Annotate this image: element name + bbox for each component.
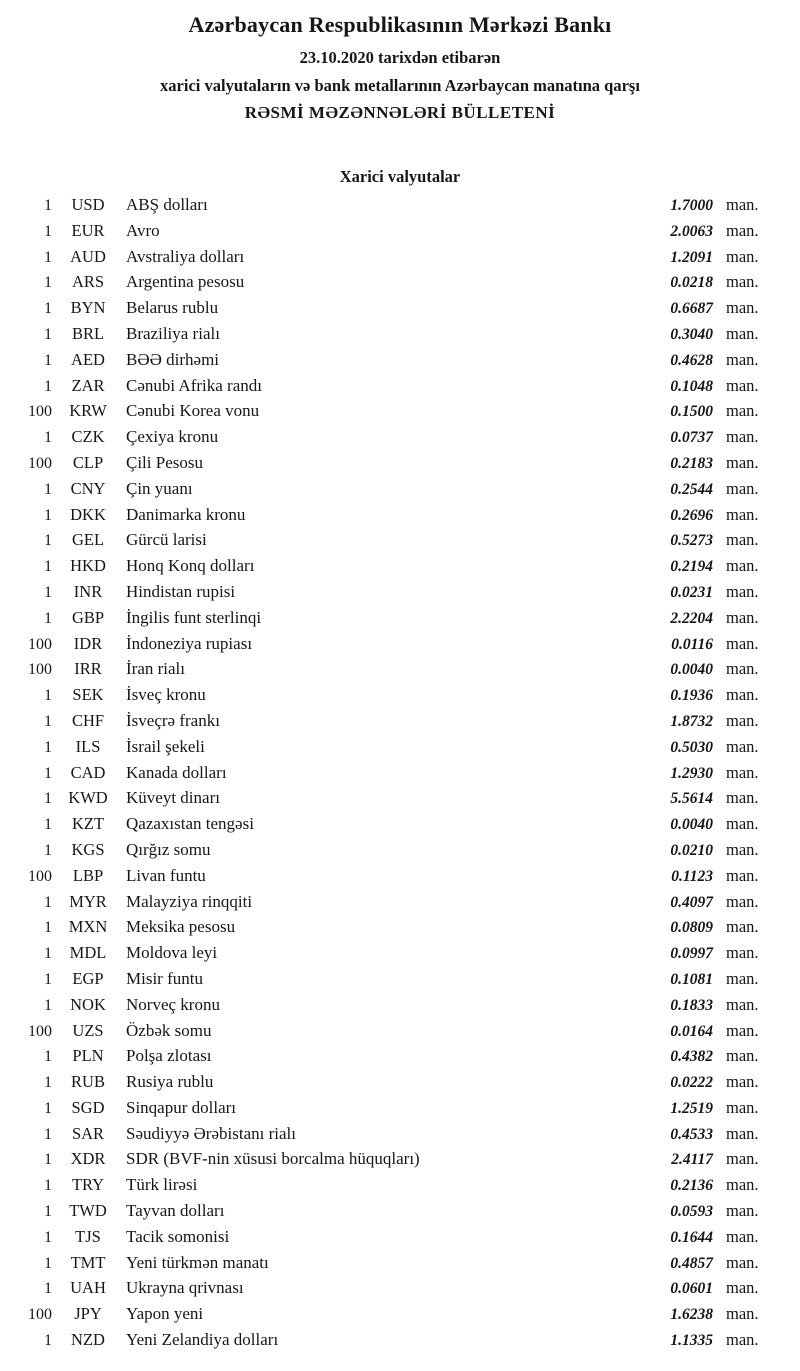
rate-value: 0.0737 — [670, 429, 713, 447]
unit-label: man. — [726, 1330, 759, 1350]
unit-label: man. — [726, 427, 759, 447]
quantity: 1 — [44, 1151, 52, 1169]
rate-value: 0.6687 — [670, 300, 713, 318]
currency-name: Malayziya rinqqiti — [126, 891, 253, 911]
quantity: 100 — [28, 1306, 52, 1324]
rate-value: 2.4117 — [671, 1151, 713, 1169]
rate-value: 0.1123 — [671, 867, 713, 885]
currency-name: Çin yuanı — [126, 478, 193, 498]
currency-name: Ukrayna qrivnası — [126, 1278, 244, 1298]
table-row — [10, 634, 772, 660]
table-row — [10, 685, 772, 711]
currency-code: EGP — [72, 968, 104, 988]
quantity: 1 — [44, 429, 52, 447]
currency-name: Hindistan rupisi — [126, 581, 236, 601]
rate-value: 0.2183 — [670, 454, 713, 472]
rate-value: 2.0063 — [670, 222, 713, 240]
rate-value: 0.0593 — [670, 1203, 713, 1221]
quantity: 1 — [44, 893, 52, 911]
currency-name: Polşa zlotası — [126, 1046, 212, 1066]
table-row — [10, 608, 772, 634]
currency-code: ZAR — [71, 375, 105, 395]
rate-value: 0.1833 — [670, 996, 713, 1014]
currency-name: Avro — [126, 220, 160, 240]
currency-name: ABŞ dolları — [126, 195, 208, 214]
currency-name: Avstraliya dolları — [126, 246, 245, 266]
unit-label: man. — [726, 1020, 759, 1040]
currency-name: Gürcü larisi — [126, 530, 207, 550]
rate-value: 1.8732 — [670, 712, 713, 730]
table-row — [10, 195, 772, 221]
rate-value: 0.0040 — [670, 816, 713, 834]
quantity: 1 — [44, 790, 52, 808]
currency-code: MYR — [69, 891, 107, 911]
currency-code: CAD — [70, 762, 106, 782]
currency-code: UZS — [72, 1020, 104, 1040]
unit-label: man. — [726, 1097, 759, 1117]
unit-label: man. — [726, 452, 759, 472]
quantity: 1 — [44, 248, 52, 266]
table-row — [10, 1278, 772, 1304]
quantity: 1 — [44, 325, 52, 343]
currency-code: UAH — [70, 1278, 106, 1298]
table-row — [10, 427, 772, 453]
rate-value: 1.2930 — [670, 764, 713, 782]
currency-code: KWD — [68, 788, 108, 808]
table-row — [10, 1098, 772, 1124]
quantity: 1 — [44, 1228, 52, 1246]
unit-label: man. — [726, 917, 759, 937]
currency-name: Meksika pesosu — [126, 917, 236, 937]
quantity: 1 — [44, 1074, 52, 1092]
unit-label: man. — [726, 401, 759, 421]
currency-name: Braziliya rialı — [126, 323, 220, 343]
quantity: 1 — [44, 351, 52, 369]
unit-label: man. — [726, 1278, 759, 1298]
quantity: 1 — [44, 377, 52, 395]
unit-label: man. — [726, 195, 759, 214]
currency-name: Tayvan dolları — [126, 1201, 225, 1221]
rate-value: 0.0218 — [670, 274, 713, 292]
quantity: 1 — [44, 996, 52, 1014]
currency-code: SGD — [71, 1097, 105, 1117]
unit-label: man. — [726, 478, 759, 498]
currency-code: TWD — [69, 1201, 107, 1221]
quantity: 1 — [44, 532, 52, 550]
currency-code: RUB — [71, 1072, 105, 1092]
table-row — [10, 840, 772, 866]
unit-label: man. — [726, 968, 759, 988]
quantity: 1 — [44, 1254, 52, 1272]
unit-label: man. — [726, 788, 759, 808]
currency-name: Livan funtu — [126, 865, 206, 885]
table-row — [10, 1046, 772, 1072]
rate-value: 1.6238 — [670, 1306, 713, 1324]
unit-label: man. — [726, 504, 759, 524]
table-row — [10, 1021, 772, 1047]
quantity: 100 — [28, 1022, 52, 1040]
table-row — [10, 1124, 772, 1150]
rate-value: 0.1500 — [670, 403, 713, 421]
currency-code: DKK — [70, 504, 106, 524]
currency-code: XDR — [70, 1149, 106, 1169]
rate-value: 0.2696 — [670, 506, 713, 524]
quantity: 1 — [44, 1048, 52, 1066]
rate-value: 1.2519 — [670, 1099, 713, 1117]
unit-label: man. — [726, 685, 759, 705]
currency-code: TRY — [71, 1175, 105, 1195]
unit-label: man. — [726, 375, 759, 395]
table-row — [10, 401, 772, 427]
unit-label: man. — [726, 865, 759, 885]
quantity: 100 — [28, 454, 52, 472]
unit-label: man. — [726, 323, 759, 343]
unit-label: man. — [726, 272, 759, 292]
quantity: 1 — [44, 712, 52, 730]
unit-label: man. — [726, 349, 759, 369]
currency-name: Özbək somu — [126, 1020, 212, 1040]
rate-value: 5.5614 — [670, 790, 713, 808]
currency-name: Səudiyyə Ərəbistanı rialı — [126, 1123, 296, 1143]
table-row — [10, 737, 772, 763]
currency-name: İsrail şekeli — [126, 736, 205, 756]
unit-label: man. — [726, 633, 759, 653]
currency-table — [0, 195, 800, 1356]
unit-label: man. — [726, 1149, 759, 1169]
rate-value: 0.2194 — [670, 558, 713, 576]
table-row — [10, 917, 772, 943]
table-row — [10, 453, 772, 479]
quantity: 1 — [44, 816, 52, 834]
table-row — [10, 530, 772, 556]
rate-value: 0.4857 — [670, 1254, 713, 1272]
table-row — [10, 505, 772, 531]
quantity: 1 — [44, 1099, 52, 1117]
rate-value: 1.7000 — [670, 197, 713, 214]
quantity: 1 — [44, 1177, 52, 1195]
currency-code: NOK — [70, 994, 106, 1014]
quantity: 1 — [44, 506, 52, 524]
quantity: 1 — [44, 1125, 52, 1143]
unit-label: man. — [726, 1201, 759, 1221]
table-row — [10, 1330, 772, 1356]
rate-value: 0.0997 — [670, 945, 713, 963]
table-row — [10, 1175, 772, 1201]
quantity: 1 — [44, 583, 52, 601]
table-row — [10, 298, 772, 324]
currency-name: Tacik somonisi — [126, 1226, 230, 1246]
currency-code: CHF — [71, 710, 105, 730]
document-header — [0, 0, 800, 123]
table-row — [10, 763, 772, 789]
rate-value: 2.2204 — [670, 609, 713, 627]
rate-value: 0.0809 — [670, 919, 713, 937]
effective-date-line: 23.10.2020 tarixdən etibarən — [299, 48, 501, 67]
table-row — [10, 376, 772, 402]
unit-label: man. — [726, 1072, 759, 1092]
rate-value: 0.5030 — [670, 738, 713, 756]
section-title-foreign-currencies: Xarici valyutalar — [339, 167, 461, 186]
bulletin-title: RƏSMİ MƏZƏNNƏLƏRİ BÜLLETENİ — [244, 103, 556, 122]
currency-code: PLN — [72, 1046, 104, 1066]
rate-value: 0.1081 — [670, 970, 713, 988]
rate-value: 0.4382 — [670, 1048, 713, 1066]
table-row — [10, 995, 772, 1021]
currency-code: IDR — [73, 633, 103, 653]
quantity: 1 — [44, 841, 52, 859]
rate-value: 0.4533 — [670, 1125, 713, 1143]
table-row — [10, 969, 772, 995]
currency-code: SEK — [72, 685, 104, 705]
rate-value: 0.0222 — [670, 1074, 713, 1092]
quantity: 100 — [28, 867, 52, 885]
unit-label: man. — [726, 607, 759, 627]
quantity: 1 — [44, 1280, 52, 1298]
unit-label: man. — [726, 943, 759, 963]
currency-name: İran rialı — [126, 659, 185, 679]
currency-name: Belarus rublu — [126, 298, 219, 318]
unit-label: man. — [726, 220, 759, 240]
currency-name: Qırğız somu — [126, 839, 211, 859]
quantity: 1 — [44, 609, 52, 627]
currency-code: BYN — [70, 298, 106, 318]
quantity: 100 — [28, 661, 52, 679]
currency-code: USD — [71, 195, 105, 214]
table-row — [10, 350, 772, 376]
table-row — [10, 1304, 772, 1330]
table-row — [10, 1227, 772, 1253]
currency-code: JPY — [74, 1304, 102, 1324]
table-row — [10, 272, 772, 298]
rate-value: 0.0040 — [670, 661, 713, 679]
currency-code: KZT — [71, 814, 105, 834]
unit-label: man. — [726, 762, 759, 782]
table-row — [10, 1072, 772, 1098]
currency-code: ARS — [71, 272, 105, 292]
unit-label: man. — [726, 1046, 759, 1066]
quantity: 1 — [44, 1203, 52, 1221]
table-row — [10, 659, 772, 685]
quantity: 1 — [44, 764, 52, 782]
unit-label: man. — [726, 1226, 759, 1246]
currency-code: CLP — [72, 452, 104, 472]
table-row — [10, 479, 772, 505]
unit-label: man. — [726, 994, 759, 1014]
quantity: 1 — [44, 1332, 52, 1350]
quantity: 1 — [44, 738, 52, 756]
currency-name: Rusiya rublu — [126, 1072, 214, 1092]
currency-name: Danimarka kronu — [126, 504, 246, 524]
rate-value: 0.0231 — [670, 583, 713, 601]
rate-value: 0.0210 — [670, 841, 713, 859]
rate-value: 0.0116 — [671, 635, 713, 653]
quantity: 1 — [44, 919, 52, 937]
rate-value: 0.1644 — [670, 1228, 713, 1246]
currency-name: Norveç kronu — [126, 994, 220, 1014]
table-row — [10, 1253, 772, 1279]
currency-name: Qazaxıstan tengəsi — [126, 814, 254, 834]
quantity: 1 — [44, 300, 52, 318]
unit-label: man. — [726, 736, 759, 756]
currency-name: İsveçrə frankı — [126, 710, 220, 730]
currency-code: GBP — [71, 607, 105, 627]
table-row — [10, 814, 772, 840]
rate-value: 0.2136 — [670, 1177, 713, 1195]
bank-title: Azərbaycan Respublikasının Mərkəzi Bankı — [188, 12, 612, 37]
unit-label: man. — [726, 659, 759, 679]
currency-code: SAR — [71, 1123, 105, 1143]
unit-label: man. — [726, 814, 759, 834]
currency-code: GEL — [71, 530, 105, 550]
rate-value: 0.1936 — [670, 687, 713, 705]
currency-code: KGS — [71, 839, 105, 859]
quantity: 100 — [28, 635, 52, 653]
table-row — [10, 582, 772, 608]
currency-code: IRR — [74, 659, 102, 679]
quantity: 1 — [44, 558, 52, 576]
rate-value: 1.2091 — [670, 248, 713, 266]
unit-label: man. — [726, 1175, 759, 1195]
currency-name: Argentina pesosu — [126, 272, 245, 292]
rate-value: 0.2544 — [670, 480, 713, 498]
unit-label: man. — [726, 1304, 759, 1324]
currency-name: Yeni Zelandiya dolları — [126, 1330, 279, 1350]
currency-name: Çili Pesosu — [126, 452, 203, 472]
currency-code: LBP — [72, 865, 104, 885]
currency-code: NZD — [71, 1330, 105, 1350]
unit-label: man. — [726, 710, 759, 730]
unit-label: man. — [726, 246, 759, 266]
quantity: 100 — [28, 403, 52, 421]
rate-value: 0.4097 — [670, 893, 713, 911]
currency-name: İndoneziya rupiası — [126, 633, 253, 653]
currency-code: TJS — [75, 1226, 101, 1246]
unit-label: man. — [726, 891, 759, 911]
unit-label: man. — [726, 1123, 759, 1143]
quantity: 1 — [44, 970, 52, 988]
currency-code: MXN — [68, 917, 108, 937]
rate-value: 0.1048 — [670, 377, 713, 395]
table-row — [10, 556, 772, 582]
quantity: 1 — [44, 687, 52, 705]
currency-name: Moldova leyi — [126, 943, 218, 963]
table-row — [10, 247, 772, 273]
quantity: 1 — [44, 945, 52, 963]
currency-code: BRL — [71, 323, 105, 343]
currency-code: EUR — [71, 220, 105, 240]
rate-value: 1.1335 — [670, 1332, 713, 1350]
unit-label: man. — [726, 581, 759, 601]
rate-value: 0.0601 — [670, 1280, 713, 1298]
currency-code: AED — [71, 349, 105, 369]
table-row — [10, 324, 772, 350]
rate-value: 0.5273 — [670, 532, 713, 550]
currency-name: Kanada dolları — [126, 762, 227, 782]
currency-name: Honq Konq dolları — [126, 556, 255, 576]
quantity: 1 — [44, 274, 52, 292]
currency-name: BƏƏ dirhəmi — [126, 349, 220, 369]
unit-label: man. — [726, 298, 759, 318]
currency-name: Türk lirəsi — [126, 1175, 198, 1195]
unit-label: man. — [726, 530, 759, 550]
currency-code: CNY — [70, 478, 106, 498]
table-row — [10, 866, 772, 892]
table-row — [10, 221, 772, 247]
table-row — [10, 1201, 772, 1227]
currency-name: İsveç kronu — [126, 685, 206, 705]
currency-code: CZK — [71, 427, 105, 447]
currency-code: HKD — [70, 556, 106, 576]
currency-name: Cənubi Afrika randı — [126, 375, 262, 395]
currency-name: Sinqapur dolları — [126, 1097, 237, 1117]
rate-value: 0.3040 — [670, 325, 713, 343]
currency-name: SDR (BVF-nin xüsusi borcalma hüquqları) — [126, 1149, 420, 1169]
table-row — [10, 892, 772, 918]
currency-name: Cənubi Korea vonu — [126, 401, 260, 421]
currency-name: Çexiya kronu — [126, 427, 219, 447]
currency-name: Yapon yeni — [126, 1304, 204, 1324]
rate-value: 0.4628 — [670, 351, 713, 369]
currency-name: Misir funtu — [126, 968, 203, 988]
rate-value: 0.0164 — [670, 1022, 713, 1040]
currency-code: KRW — [69, 401, 107, 421]
currency-code: MDL — [69, 943, 107, 963]
quantity: 1 — [44, 222, 52, 240]
currency-code: INR — [73, 581, 103, 601]
unit-label: man. — [726, 839, 759, 859]
currency-name: Yeni türkmən manatı — [126, 1252, 269, 1272]
unit-label: man. — [726, 556, 759, 576]
table-row — [10, 711, 772, 737]
quantity: 1 — [44, 480, 52, 498]
quantity: 1 — [44, 197, 52, 214]
currency-code: ILS — [75, 736, 101, 756]
unit-label: man. — [726, 1252, 759, 1272]
currency-code: AUD — [70, 246, 106, 266]
subject-line: xarici valyutaların və bank metallarının Azərbaycan manatına qarşı — [160, 76, 640, 95]
currency-code: TMT — [70, 1252, 106, 1272]
currency-name: Küveyt dinarı — [126, 788, 220, 808]
table-row — [10, 788, 772, 814]
table-row — [10, 1149, 772, 1175]
currency-name: İngilis funt sterlinqi — [126, 607, 262, 627]
table-row — [10, 943, 772, 969]
